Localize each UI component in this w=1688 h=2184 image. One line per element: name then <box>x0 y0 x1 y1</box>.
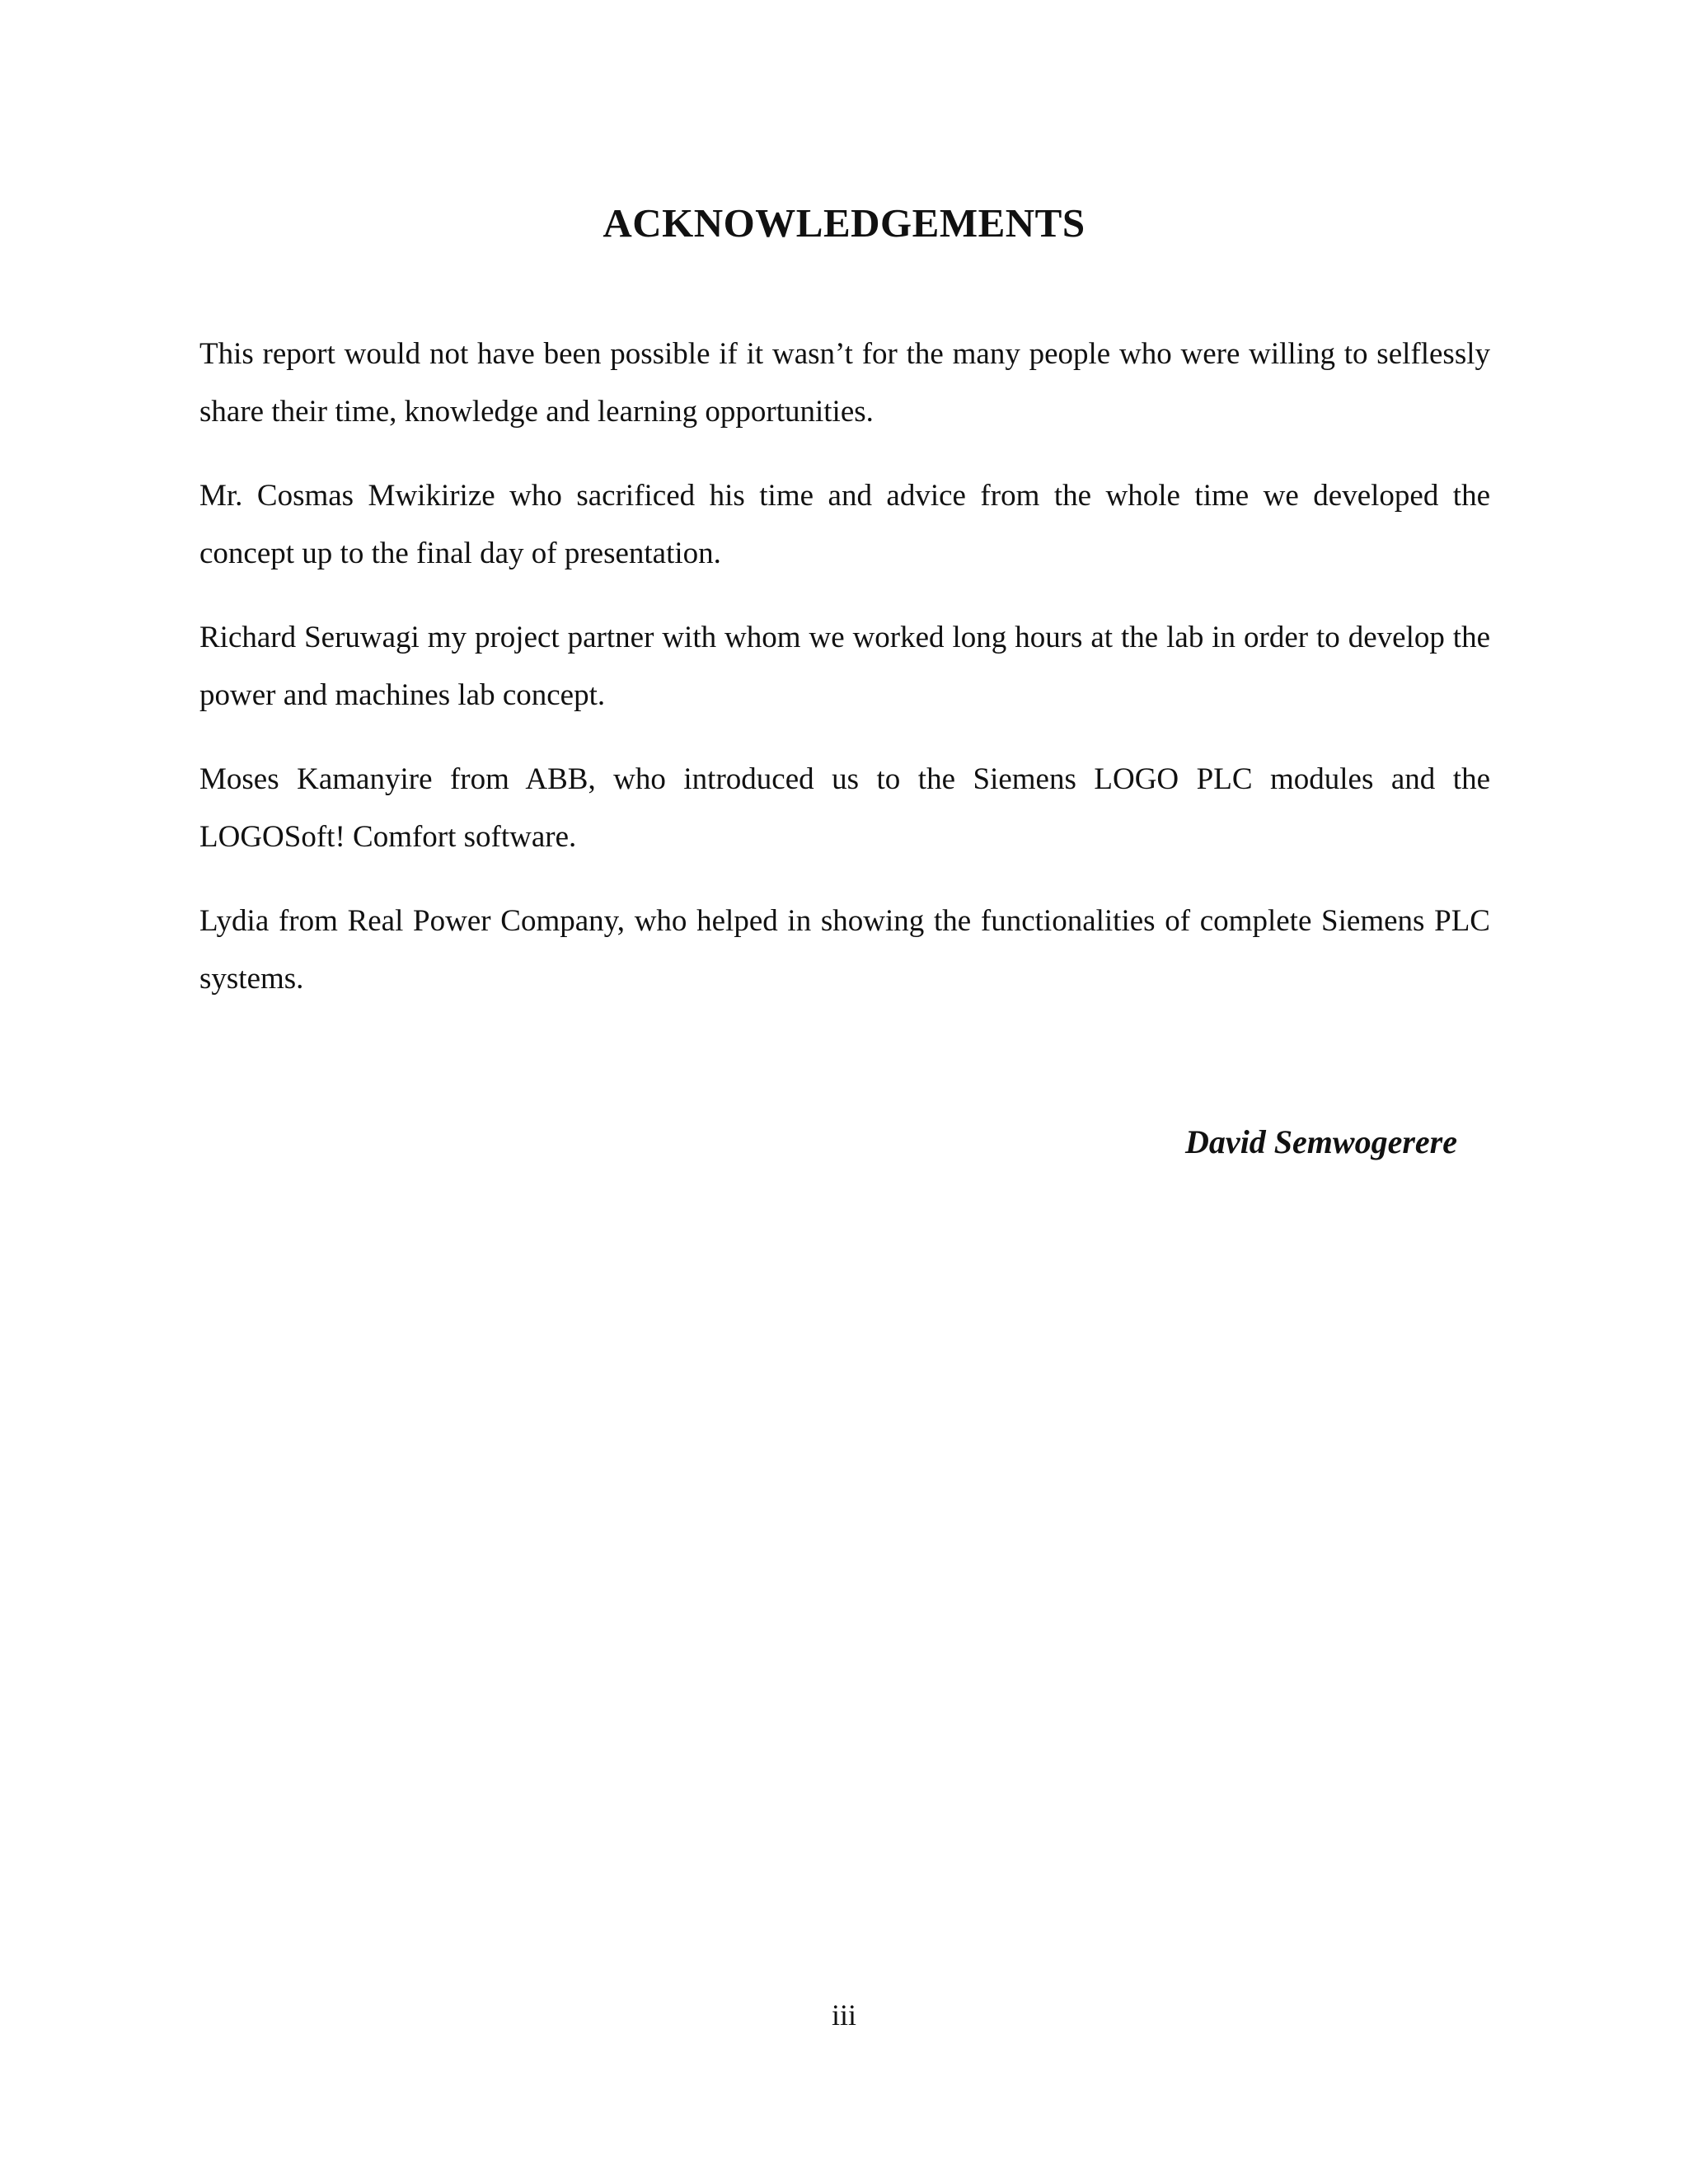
page-title: ACKNOWLEDGEMENTS <box>603 200 1085 246</box>
paragraph-moses: Moses Kamanyire from ABB, who introduced us to the Siemens LOGO PLC modules and the LOGOSoft! Comfort software. <box>199 762 1490 854</box>
paragraph-cosmas: Mr. Cosmas Mwikirize who sacrificed his time and advice from the whole time we developed the concept up to the final day of presentation. <box>199 479 1490 570</box>
page-number: iii <box>831 1999 856 2032</box>
paragraph-intro: This report would not have been possible if it wasn’t for the many people who were willing to selflessly share their time, knowledge and learning opportunities. <box>199 337 1490 429</box>
paragraph-lydia: Lydia from Real Power Company, who helped in showing the functionalities of complete Siemens PLC systems. <box>199 904 1490 996</box>
author-signature: David Semwogerere <box>1185 1123 1457 1160</box>
paragraph-richard: Richard Seruwagi my project partner with whom we worked long hours at the lab in order to develop the power and machines lab concept. <box>199 621 1490 712</box>
acknowledgement-body <box>199 326 1490 1034</box>
